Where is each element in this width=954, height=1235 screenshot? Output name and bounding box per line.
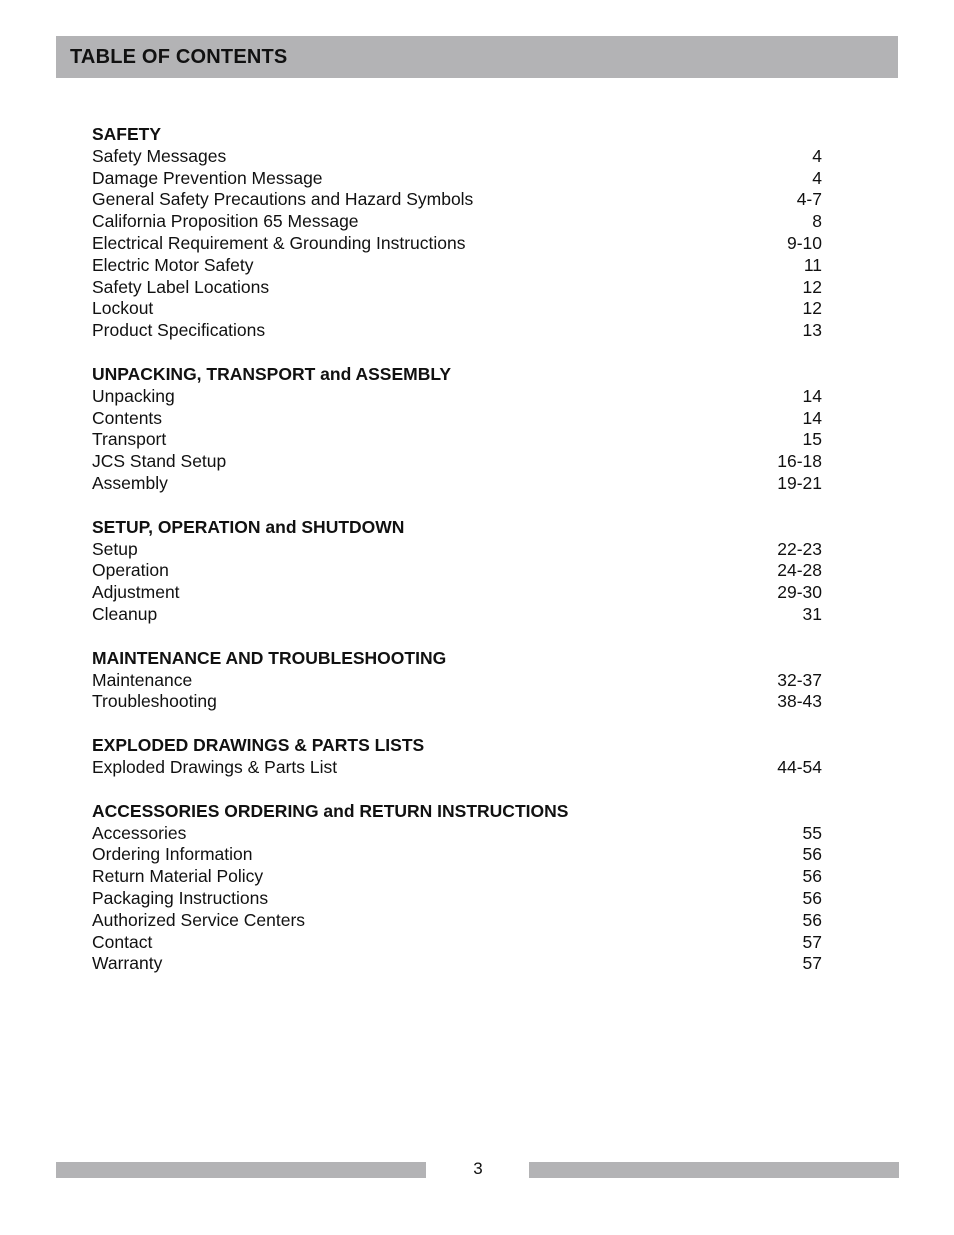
page-title: TABLE OF CONTENTS	[70, 45, 288, 68]
entry-label: Return Material Policy	[92, 866, 264, 887]
section-title: UNPACKING, TRANSPORT and ASSEMBLY	[92, 363, 452, 384]
header-bar	[56, 36, 898, 78]
toc-section-safety	[92, 124, 822, 342]
entry-label: Adjustment	[92, 582, 180, 603]
entry-label: Unpacking	[92, 385, 175, 406]
entry-label: Lockout	[92, 298, 154, 319]
entry-page: 56	[802, 844, 822, 865]
entry-page: 8	[812, 211, 822, 232]
toc-entry	[92, 823, 822, 845]
entry-page: 4-7	[796, 189, 822, 210]
entry-page: 57	[802, 953, 822, 974]
entry-page: 22-23	[777, 538, 822, 559]
entry-label: Damage Prevention Message	[92, 167, 323, 188]
entry-label: Accessories	[92, 822, 187, 843]
entry-label: Safety Messages	[92, 145, 227, 166]
entry-page: 12	[802, 276, 822, 297]
entry-label: California Proposition 65 Message	[92, 211, 359, 232]
entry-label: Packaging Instructions	[92, 887, 269, 908]
toc-entry	[92, 146, 822, 168]
section-title: SAFETY	[92, 124, 162, 144]
entry-label: Cleanup	[92, 603, 158, 624]
toc-entry	[92, 604, 822, 626]
entry-label: Ordering Information	[92, 844, 253, 865]
entry-page: 12	[802, 298, 822, 319]
toc-entry	[92, 844, 822, 866]
entry-page: 11	[803, 254, 822, 275]
toc-section-setup	[92, 517, 822, 626]
footer-bar-right	[529, 1162, 899, 1178]
entry-label: Safety Label Locations	[92, 276, 270, 297]
section-title: SETUP, OPERATION and SHUTDOWN	[92, 516, 405, 537]
toc-section-maintenance	[92, 648, 822, 713]
toc-entry	[92, 910, 822, 932]
toc-entry	[92, 888, 822, 910]
entry-label: General Safety Precautions and Hazard Symbols	[92, 189, 474, 210]
footer-bar-left	[56, 1162, 426, 1178]
entry-label: Setup	[92, 538, 138, 559]
entry-label: Electric Motor Safety	[92, 254, 254, 275]
toc-entry	[92, 953, 822, 975]
toc-entry	[92, 670, 822, 692]
page-number: 3	[473, 1159, 483, 1178]
section-title: EXPLODED DRAWINGS & PARTS LISTS	[92, 735, 425, 756]
entry-page: 57	[802, 931, 822, 952]
toc-section-unpacking	[92, 364, 822, 495]
table-of-contents	[92, 124, 822, 997]
entry-page: 14	[802, 407, 822, 428]
entry-page: 56	[802, 866, 822, 887]
entry-label: Troubleshooting	[92, 691, 217, 712]
toc-entry	[92, 408, 822, 430]
toc-entry	[92, 539, 822, 561]
entry-label: Authorized Service Centers	[92, 909, 306, 930]
section-title: MAINTENANCE AND TROUBLESHOOTING	[92, 647, 447, 668]
toc-entry	[92, 582, 822, 604]
entry-page: 44-54	[777, 756, 822, 777]
section-title: ACCESSORIES ORDERING and RETURN INSTRUCTIONS	[92, 800, 569, 821]
toc-entry	[92, 866, 822, 888]
entry-label: Operation	[92, 560, 169, 581]
entry-label: Warranty	[92, 953, 163, 974]
toc-entry	[92, 429, 822, 451]
entry-label: Assembly	[92, 472, 168, 493]
entry-page: 32-37	[777, 669, 822, 690]
toc-entry	[92, 386, 822, 408]
toc-entry	[92, 473, 822, 495]
entry-page: 15	[802, 429, 822, 450]
entry-page: 4	[812, 167, 822, 188]
toc-entry	[92, 932, 822, 954]
toc-entry	[92, 757, 822, 779]
entry-page: 14	[802, 385, 822, 406]
entry-page: 19-21	[777, 472, 822, 493]
toc-entry	[92, 168, 822, 190]
entry-page: 24-28	[777, 560, 822, 581]
toc-section-accessories	[92, 801, 822, 975]
entry-page: 38-43	[777, 691, 822, 712]
toc-entry	[92, 211, 822, 233]
entry-label: Exploded Drawings & Parts List	[92, 756, 338, 777]
entry-page: 55	[802, 822, 822, 843]
entry-page: 9-10	[786, 232, 822, 253]
entry-page: 56	[802, 909, 822, 930]
entry-label: Maintenance	[92, 669, 193, 690]
entry-page: 29-30	[777, 582, 822, 603]
entry-label: Product Specifications	[92, 320, 266, 341]
toc-entry	[92, 320, 822, 342]
entry-page: 56	[802, 887, 822, 908]
entry-page: 31	[802, 603, 822, 624]
toc-entry	[92, 560, 822, 582]
entry-page: 4	[812, 145, 822, 166]
entry-label: JCS Stand Setup	[92, 451, 227, 472]
toc-section-exploded-drawings	[92, 735, 822, 779]
entry-label: Electrical Requirement & Grounding Instructions	[92, 232, 466, 253]
toc-entry	[92, 189, 822, 211]
toc-entry	[92, 277, 822, 299]
toc-entry	[92, 451, 822, 473]
entry-label: Contents	[92, 407, 163, 428]
entry-page: 16-18	[777, 451, 822, 472]
toc-entry	[92, 233, 822, 255]
entry-page: 13	[802, 320, 822, 341]
toc-entry	[92, 691, 822, 713]
toc-entry	[92, 298, 822, 320]
entry-label: Contact	[92, 931, 153, 952]
toc-entry	[92, 255, 822, 277]
entry-label: Transport	[92, 429, 167, 450]
